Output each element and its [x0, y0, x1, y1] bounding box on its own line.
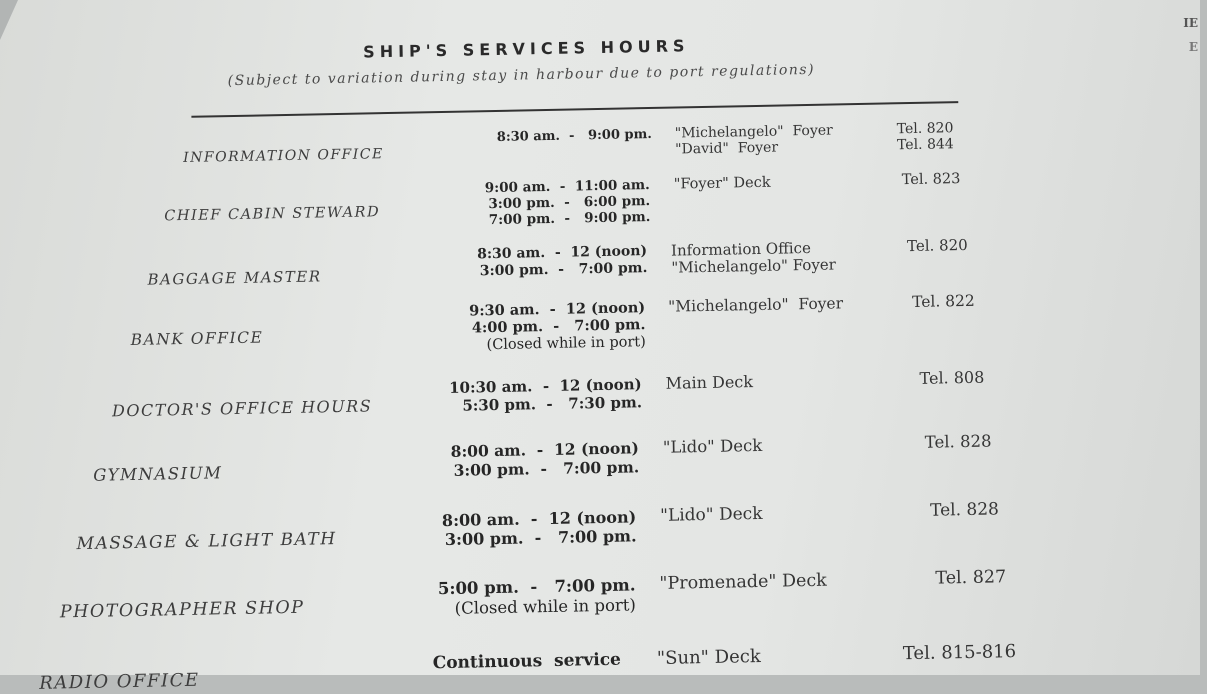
- hours-line: (Closed while in port): [486, 333, 646, 353]
- hours-line: 3:00 pm. - 7:00 pm.: [444, 526, 637, 550]
- hours-line: 10:30 am. - 12 (noon): [448, 375, 642, 397]
- telephone-line: Tel. 828: [924, 431, 992, 452]
- telephone-line: Tel. 820: [896, 120, 954, 138]
- service-location: [665, 373, 753, 393]
- service-row: [5, 564, 1205, 623]
- location-line: "Lido" Deck: [662, 435, 763, 457]
- service-name: PHOTOGRAPHER SHOP: [59, 597, 305, 623]
- service-name: BAGGAGE MASTER: [147, 267, 322, 289]
- service-row: [0, 232, 1199, 289]
- service-telephone: [935, 568, 1006, 589]
- location-line: "Michelangelo" Foyer: [674, 122, 833, 142]
- hours-line: 3:00 pm. - 7:00 pm.: [453, 456, 640, 480]
- service-location: [671, 239, 836, 276]
- hours-line: 8:30 am. - 12 (noon): [476, 243, 648, 263]
- service-hours: [451, 439, 640, 480]
- service-telephone: [912, 293, 975, 312]
- service-hours: [449, 375, 642, 415]
- service-hours: [497, 127, 652, 146]
- service-row: [0, 117, 1197, 166]
- service-telephone: [907, 237, 968, 255]
- service-hours: [485, 177, 651, 229]
- service-telephone: [930, 500, 999, 520]
- hours-line: 8:00 am. - 12 (noon): [441, 507, 637, 531]
- telephone-line: Tel. 828: [929, 499, 1000, 521]
- service-row: [0, 167, 1198, 229]
- service-row: [3, 428, 1203, 485]
- service-telephone: [925, 433, 992, 453]
- service-row: [0, 288, 1200, 353]
- adjacent-page-text: IE: [1183, 16, 1198, 30]
- hours-line: 3:00 pm. - 6:00 pm.: [488, 193, 651, 213]
- service-row: [4, 496, 1204, 555]
- location-line: "David" Foyer: [674, 139, 779, 158]
- title-divider: [191, 101, 958, 117]
- service-hours: [442, 507, 637, 549]
- location-line: Information Office: [670, 238, 812, 260]
- hours-line: 9:00 am. - 11:00 am.: [484, 177, 650, 197]
- service-name: RADIO OFFICE: [39, 669, 200, 694]
- telephone-line: Tel. 808: [919, 367, 985, 388]
- location-line: Main Deck: [665, 372, 754, 393]
- telephone-line: Tel. 822: [911, 291, 975, 312]
- hours-line: 9:30 am. - 12 (noon): [468, 299, 646, 320]
- service-hours: [433, 650, 622, 674]
- hours-line: Continuous service: [432, 649, 622, 674]
- hours-line: 8:00 am. - 12 (noon): [450, 438, 640, 461]
- location-line: "Sun" Deck: [656, 645, 761, 669]
- hours-line: 7:00 pm. - 9:00 pm.: [488, 209, 651, 229]
- service-location: [668, 295, 843, 316]
- location-line: "Foyer" Deck: [673, 174, 771, 193]
- service-telephone: [919, 369, 984, 388]
- hours-line: 4:00 pm. - 7:00 pm.: [471, 316, 646, 337]
- telephone-line: Tel. 820: [906, 235, 968, 256]
- telephone-line: Tel. 823: [901, 171, 961, 189]
- service-location: [674, 175, 771, 193]
- location-line: "Michelangelo" Foyer: [671, 255, 837, 277]
- service-hours: [477, 243, 648, 280]
- service-name: MASSAGE & LIGHT BATH: [76, 529, 337, 555]
- service-location: [657, 647, 761, 669]
- location-line: "Michelangelo" Foyer: [667, 294, 844, 316]
- hours-line: 3:00 pm. - 7:00 pm.: [479, 259, 648, 280]
- service-name: INFORMATION OFFICE: [183, 146, 384, 166]
- hours-line: 5:30 pm. - 7:30 pm.: [462, 393, 643, 415]
- adjacent-page-text: E: [1188, 40, 1198, 54]
- service-location: [660, 505, 763, 526]
- service-location: [675, 124, 834, 158]
- service-name: GYMNASIUM: [93, 463, 223, 485]
- service-telephone: [902, 171, 961, 188]
- location-line: "Lido" Deck: [659, 503, 763, 526]
- page-subtitle: (Subject to variation during stay in harbour due to port regulations): [227, 61, 816, 90]
- service-hours: [438, 575, 636, 618]
- telephone-line: Tel. 827: [935, 567, 1007, 589]
- service-name: DOCTOR'S OFFICE HOURS: [111, 396, 373, 421]
- page-title: SHIP'S SERVICES HOURS: [363, 36, 690, 62]
- service-name: CHIEF CABIN STEWARD: [164, 204, 381, 225]
- service-location: [663, 437, 763, 457]
- location-line: "Promenade" Deck: [659, 570, 827, 594]
- service-row: [7, 638, 1207, 694]
- hours-line: 5:00 pm. - 7:00 pm.: [437, 575, 636, 599]
- hours-line: (Closed while in port): [454, 595, 637, 618]
- telephone-line: Tel. 844: [896, 135, 954, 153]
- service-hours: [469, 299, 646, 355]
- service-row: [2, 364, 1202, 421]
- service-telephone: [897, 121, 954, 153]
- service-telephone: [903, 642, 1017, 664]
- hours-line: 8:30 am. - 9:00 pm.: [496, 126, 652, 145]
- telephone-line: Tel. 815-816: [902, 641, 1017, 665]
- service-name: BANK OFFICE: [130, 328, 264, 350]
- service-location: [659, 572, 827, 595]
